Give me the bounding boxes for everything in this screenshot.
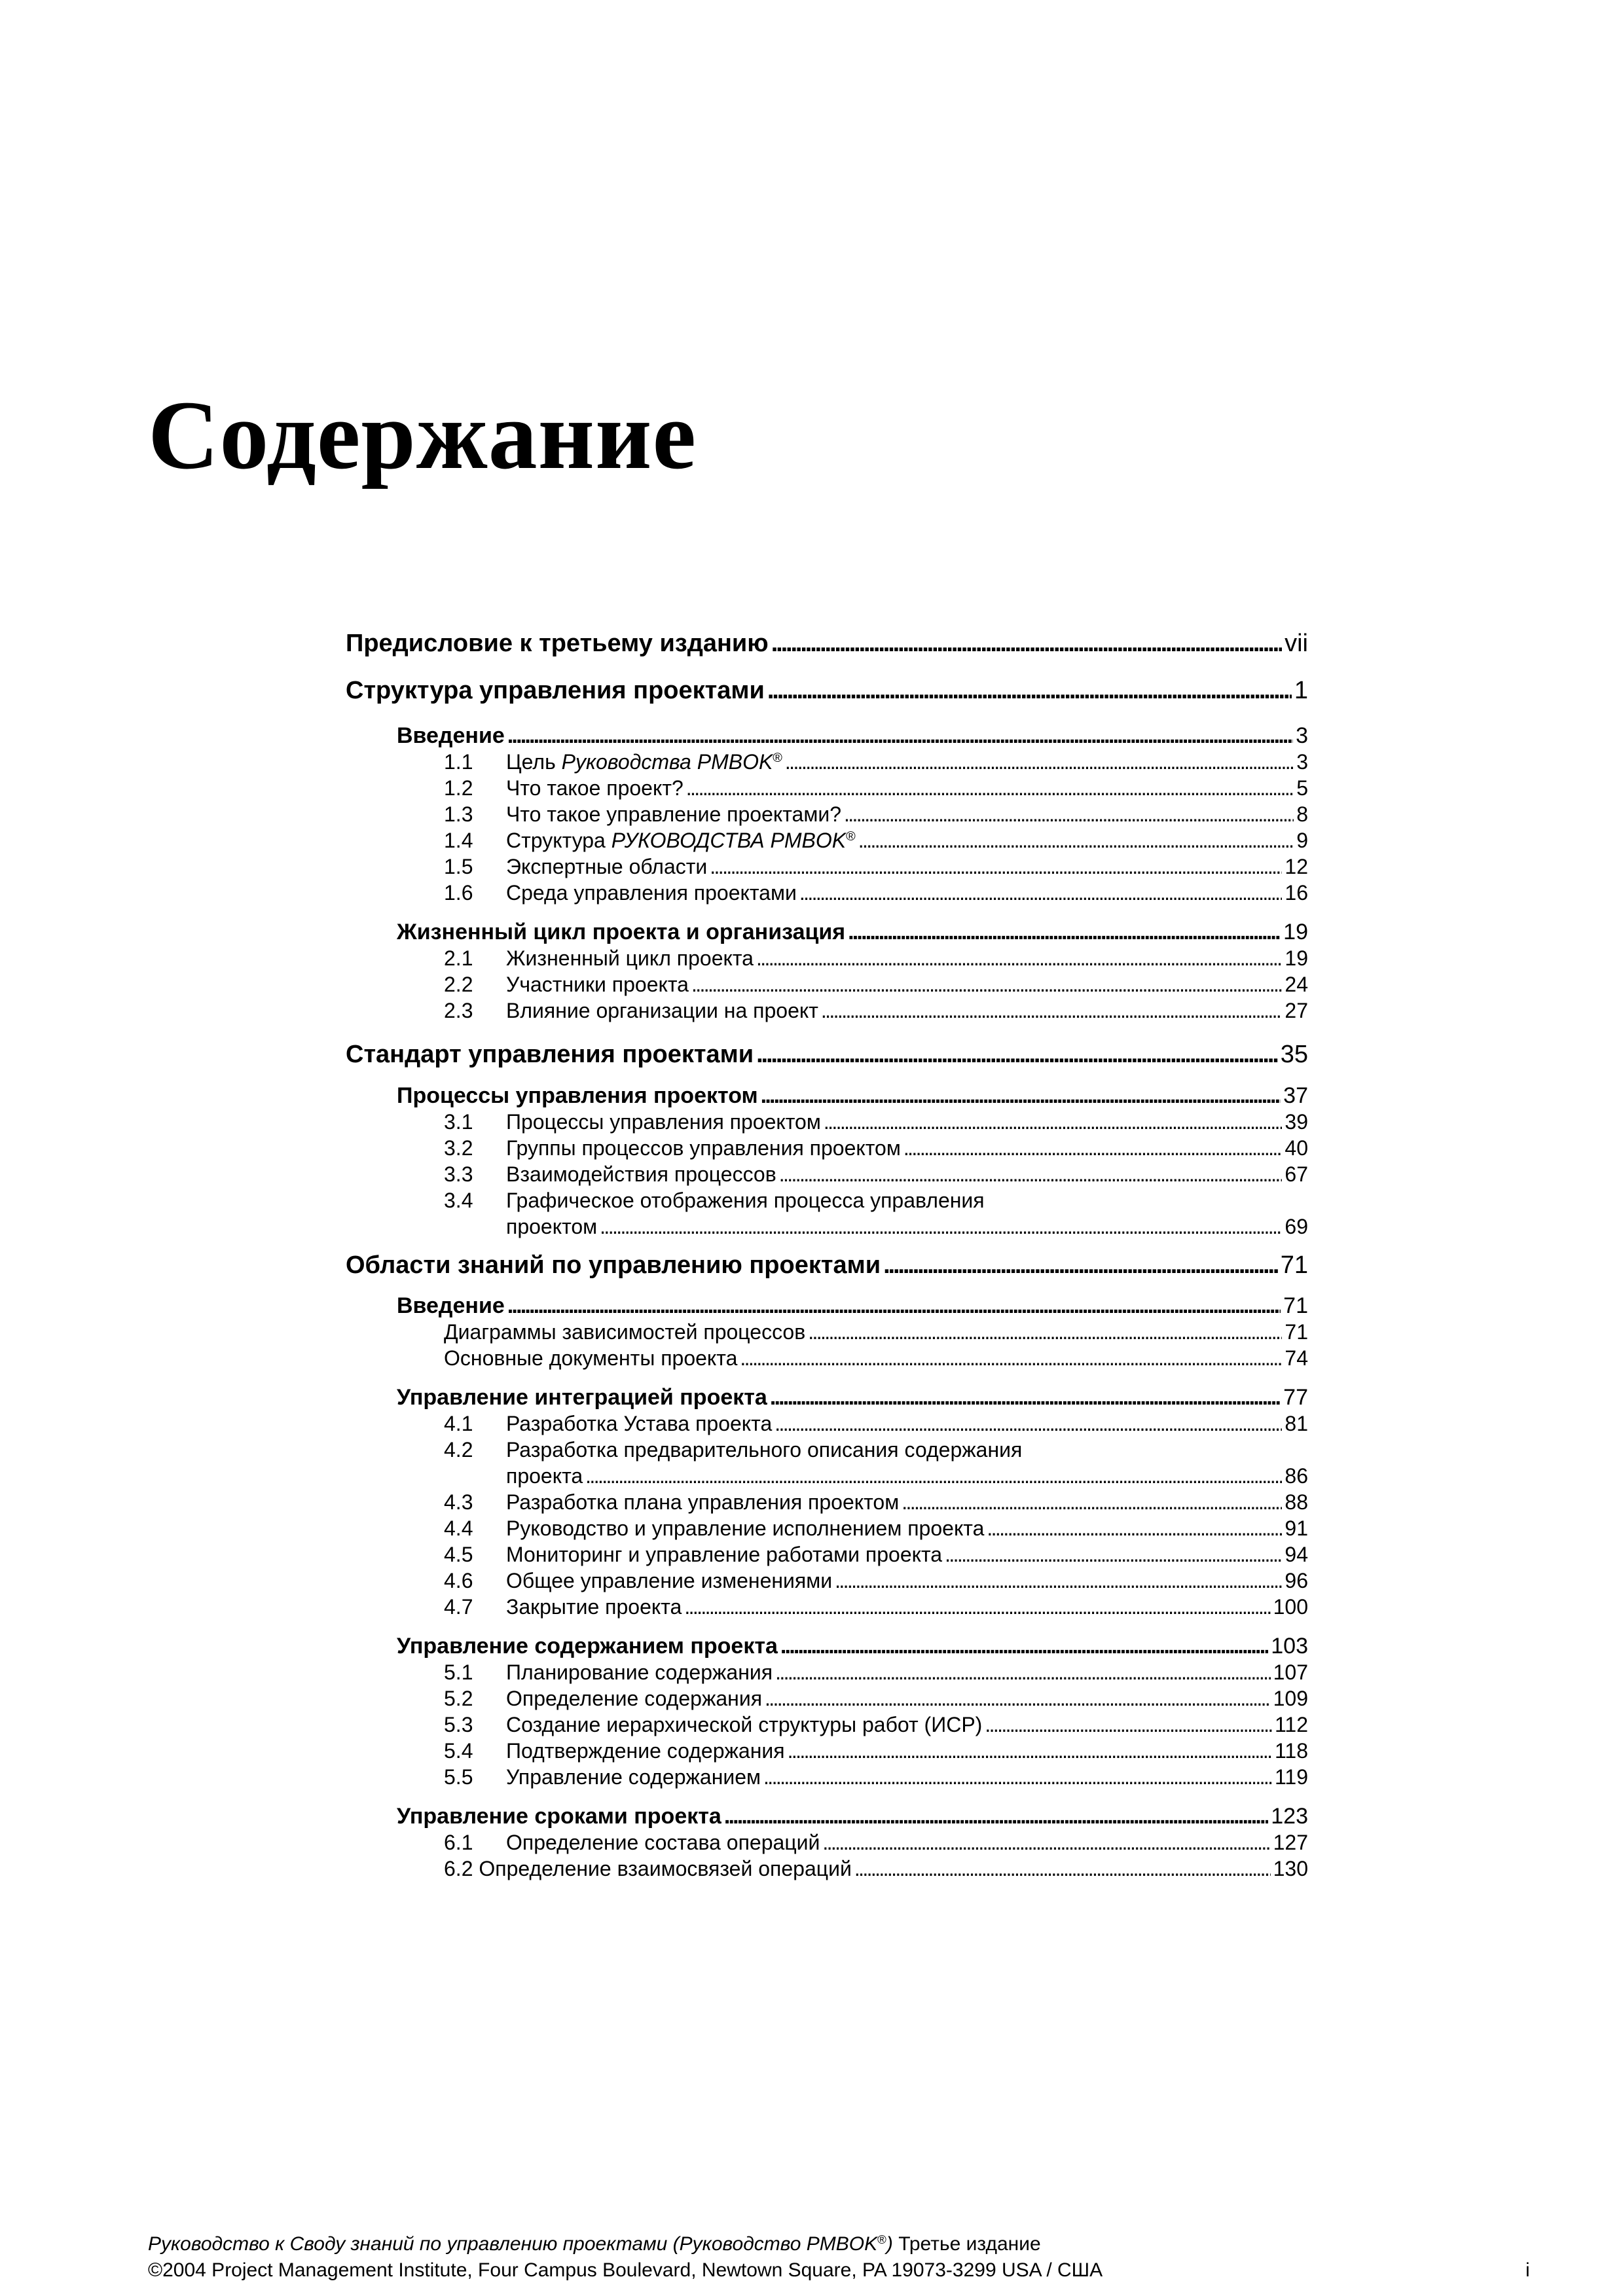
toc-section-6-1[interactable]: 6.1 Определение состава операций . . . 127 (444, 1831, 1308, 1855)
toc-section-6-2[interactable]: 6.2 Определение взаимосвязей операций . . . 130 (444, 1857, 1308, 1881)
toc-chapter-intro[interactable]: Введение . . . 3 (397, 723, 1308, 749)
toc-section-5-2[interactable]: 5.2 Определение содержания . . . 109 (444, 1687, 1308, 1711)
toc-section-3-3[interactable]: 3.3 Взаимодействия процессов . . . 67 (444, 1162, 1308, 1187)
toc-chapter-integration[interactable]: Управление интеграцией проекта . . . 77 (397, 1385, 1308, 1410)
toc-section-4-6[interactable]: 4.6 Общее управление изменениями . . . 96 (444, 1569, 1308, 1593)
toc-section-4-7[interactable]: 4.7 Закрытие проекта . . . 100 (444, 1595, 1308, 1619)
toc-section-4-2[interactable]: 4.2 Разработка предварительного описания содержания (444, 1438, 1023, 1462)
page-title: Содержание (148, 381, 697, 490)
footer-copyright: ©2004 Project Management Institute, Four Campus Boulevard, Newtown Square, PA 19073-3299 USA / США (148, 2259, 1103, 2281)
toc-chapter-intro-2[interactable]: Введение . . . 71 (397, 1293, 1308, 1319)
toc-section-1-6[interactable]: 1.6 Среда управления проектами . . . 16 (444, 881, 1308, 905)
toc-section-4-1[interactable]: 4.1 Разработка Устава проекта . . . 81 (444, 1412, 1308, 1436)
toc-section-1-2[interactable]: 1.2 Что такое проект? . . . 5 (444, 776, 1308, 800)
toc-section-3-2[interactable]: 3.2 Группы процессов управления проектом . . . 40 (444, 1136, 1308, 1160)
toc-section-3-1[interactable]: 3.1 Процессы управления проектом . . . 39 (444, 1110, 1308, 1134)
toc-chapter-scope[interactable]: Управление содержанием проекта . . . 103 (397, 1634, 1308, 1659)
toc-chapter-time[interactable]: Управление сроками проекта . . . 123 (397, 1804, 1308, 1829)
toc-section-4-2-cont[interactable]: проекта . . . 86 (506, 1464, 1308, 1488)
toc-section-5-1[interactable]: 5.1 Планирование содержания . . . 107 (444, 1660, 1308, 1685)
toc-part-framework[interactable]: Структура управления проектами . . . 1 (346, 677, 1308, 705)
toc-section-1-3[interactable]: 1.3 Что такое управление проектами? . . . 8 (444, 802, 1308, 827)
toc-part-preface[interactable]: Предисловие к третьему изданию . . . vii (346, 630, 1308, 658)
toc-part-knowledge-areas[interactable]: Области знаний по управлению проектами . . . 71 (346, 1251, 1308, 1280)
toc-section-5-4[interactable]: 5.4 Подтверждение содержания . . . 118 (444, 1739, 1308, 1763)
toc-chapter-processes[interactable]: Процессы управления проектом . . . 37 (397, 1083, 1308, 1109)
toc-section-1-5[interactable]: 1.5 Экспертные области . . . 12 (444, 855, 1308, 879)
toc-item-main-documents[interactable]: Основные документы проекта . . . 74 (444, 1346, 1308, 1371)
toc-section-5-3[interactable]: 5.3 Создание иерархической структуры работ (ИСР) . . . 112 (444, 1713, 1308, 1737)
toc-section-1-1[interactable]: 1.1 Цель Руководства PMBOK® . . . 3 (444, 750, 1308, 774)
toc-section-2-2[interactable]: 2.2 Участники проекта . . . 24 (444, 973, 1308, 997)
toc-section-4-5[interactable]: 4.5 Мониторинг и управление работами проекта . . . 94 (444, 1543, 1308, 1567)
toc-section-1-4[interactable]: 1.4 Структура РУКОВОДСТВА PMBOK® . . . 9 (444, 829, 1308, 853)
toc-section-4-4[interactable]: 4.4 Руководство и управление исполнением проекта . . . 91 (444, 1516, 1308, 1541)
toc-item-process-diagrams[interactable]: Диаграммы зависимостей процессов . . . 71 (444, 1320, 1308, 1344)
toc-section-3-4-cont[interactable]: проектом . . . 69 (506, 1215, 1308, 1239)
toc-section-3-4[interactable]: 3.4 Графическое отображения процесса управления (444, 1189, 985, 1212)
toc-section-2-3[interactable]: 2.3 Влияние организации на проект . . . 27 (444, 999, 1308, 1023)
toc-chapter-lifecycle[interactable]: Жизненный цикл проекта и организация . . . 19 (397, 920, 1308, 945)
toc-part-standard[interactable]: Стандарт управления проектами . . . 35 (346, 1041, 1308, 1069)
footer-book-title: Руководство к Своду знаний по управлению проектами (Руководство PMBOK®) Третье издание (148, 2232, 1041, 2255)
toc-section-2-1[interactable]: 2.1 Жизненный цикл проекта . . . 19 (444, 946, 1308, 971)
page-number: i (1525, 2259, 1530, 2281)
toc-section-5-5[interactable]: 5.5 Управление содержанием . . . 119 (444, 1765, 1308, 1789)
toc-section-4-3[interactable]: 4.3 Разработка плана управления проектом . . . 88 (444, 1490, 1308, 1515)
